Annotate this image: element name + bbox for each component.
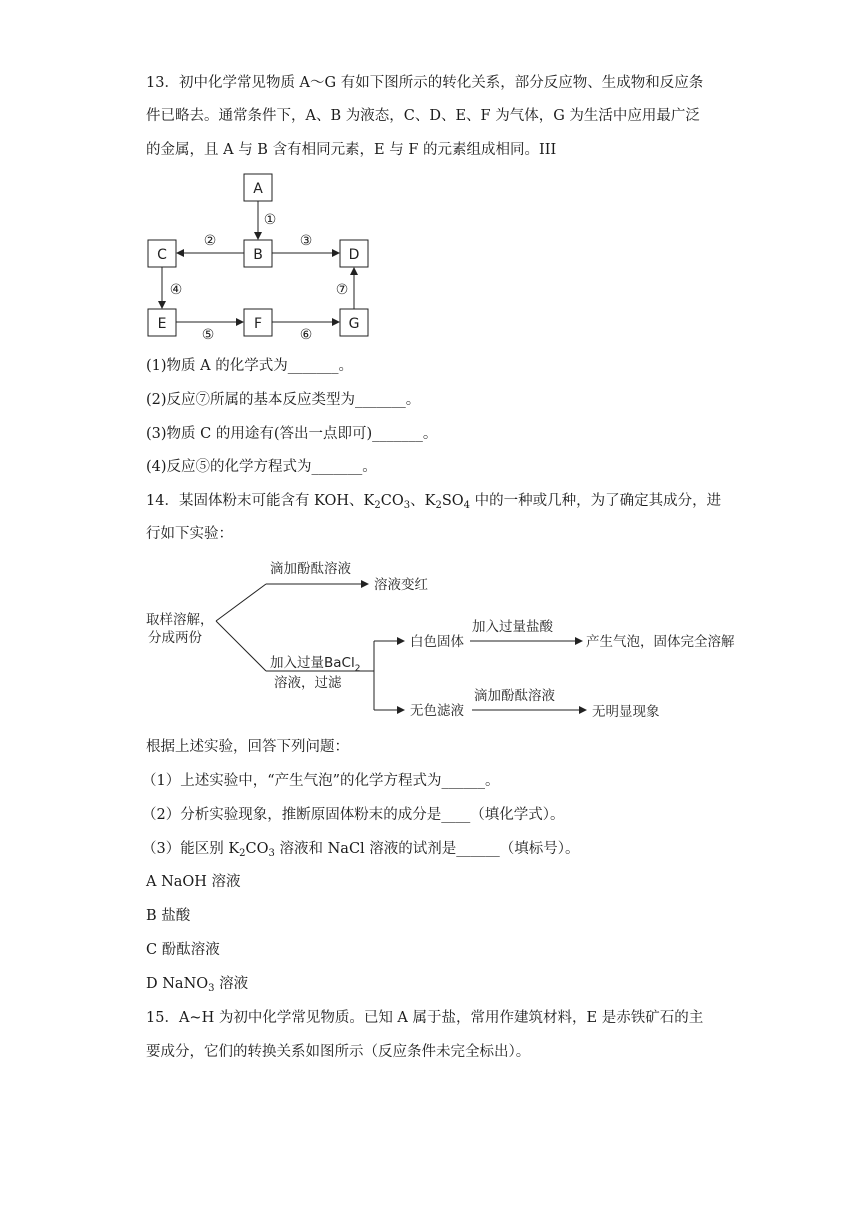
flow-lower-label-2: 溶液，过滤 <box>274 675 342 691</box>
q14-line-1: 14．某固体粉末可能含有 KOH、$K_2CO_3$、$K_2SO_4$ 中的一种或几种，为了确定其成分，进 <box>146 493 722 511</box>
q13-line-2: 件已略去。通常条件下，A、B 为液态，C、D、E、F 为气体，G 为生活中应用最广泛 <box>146 108 700 124</box>
arrow-label-7: ⑦ <box>335 282 349 298</box>
arrow-label-4: ④ <box>169 282 183 298</box>
q14-question-1: （1）上述实验中，“产生气泡”的化学方程式为______。 <box>142 773 500 789</box>
q14-option-d: D NaNO$_3$ 溶液 <box>146 976 249 994</box>
flow-filtrate-result: 无明显现象 <box>592 704 660 720</box>
q14-question-2: （2）分析实验现象，推断原固体粉末的成分是____（填化学式）。 <box>142 807 565 823</box>
arrow-label-5: ⑤ <box>201 327 215 342</box>
q14-option-b: B 盐酸 <box>146 908 191 924</box>
arrow-label-1: ① <box>263 212 277 228</box>
flow-filtrate: 无色滤液 <box>410 703 464 719</box>
arrow-label-3: ③ <box>299 233 313 249</box>
flow-filtrate-label: 滴加酚酞溶液 <box>474 688 555 704</box>
arrow-label-2: ② <box>203 233 217 249</box>
node-b: B <box>253 247 263 263</box>
arrow-label-6: ⑥ <box>299 327 313 342</box>
flow-white-solid: 白色固体 <box>410 634 464 650</box>
q14-intro: 根据上述实验，回答下列问题： <box>146 739 349 755</box>
flow-lower-label-1: 加入过量BaCl$_2$ <box>270 655 361 674</box>
flow-acid-result: 产生气泡，固体完全溶解 <box>586 634 735 650</box>
q15-line-2: 要成分，它们的转换关系如图所示（反应条件未完全标出）。 <box>146 1044 531 1060</box>
q13-line-3: 的金属，且 A 与 B 含有相同元素，E 与 F 的元素组成相同。III <box>146 142 557 158</box>
flow-upper-label: 滴加酚酞溶液 <box>270 561 351 577</box>
flow-upper-result: 溶液变红 <box>374 577 428 593</box>
q13-question-2: (2)反应⑦所属的基本反应类型为_______。 <box>146 392 421 408</box>
q13-conversion-diagram <box>140 170 390 342</box>
flow-start-line-2: 分成两份 <box>148 630 202 646</box>
q13-question-4: (4)反应⑤的化学方程式为_______。 <box>146 459 377 475</box>
q14-line-2: 行如下实验： <box>146 526 233 542</box>
flow-acid-label: 加入过量盐酸 <box>472 619 553 635</box>
node-d: D <box>348 247 360 263</box>
q14-option-c: C 酚酞溶液 <box>146 942 220 958</box>
q13-question-1: (1)物质 A 的化学式为_______。 <box>146 358 353 374</box>
node-a: A <box>253 181 263 197</box>
node-f: F <box>253 316 263 332</box>
q14-question-3: （3）能区别 $K_2CO_3$ 溶液和 NaCl 溶液的试剂是______（填标号）。 <box>142 841 580 859</box>
q14-experiment-flowchart <box>146 556 752 728</box>
node-g: G <box>348 316 360 332</box>
node-c: C <box>157 247 167 263</box>
node-e: E <box>157 316 167 332</box>
q13-question-3: (3)物质 C 的用途有(答出一点即可)_______。 <box>146 426 438 442</box>
q15-line-1: 15．A~H 为初中化学常见物质。已知 A 属于盐，常用作建筑材料，E 是赤铁矿石的主 <box>146 1010 704 1026</box>
q14-option-a: A NaOH 溶液 <box>146 874 241 890</box>
flow-start-line-1: 取样溶解， <box>146 612 214 628</box>
q13-line-1: 13．初中化学常见物质 A～G 有如下图所示的转化关系，部分反应物、生成物和反应条 <box>146 75 704 91</box>
